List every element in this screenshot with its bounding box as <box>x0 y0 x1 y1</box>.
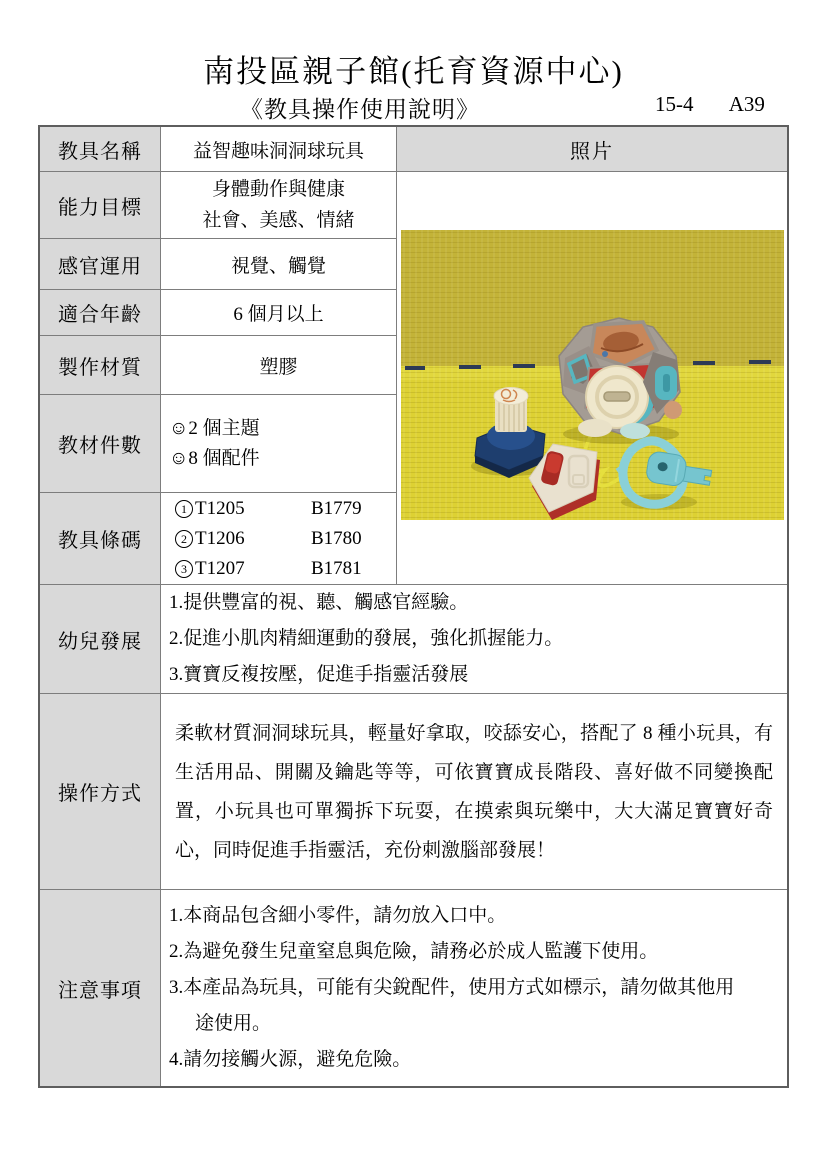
development-line-1: 1.提供豐富的視、聽、觸感官經驗。 <box>169 592 469 613</box>
development-line-2: 2.促進小肌肉精細運動的發展，強化抓握能力。 <box>169 628 564 649</box>
page-subtitle: 《教具操作使用說明》 <box>240 97 480 122</box>
barcode-b-code: B1779 <box>311 497 362 519</box>
barcode-t-code: T1207 <box>195 557 245 579</box>
toy-photo <box>401 230 784 520</box>
barcode-t-code: T1205 <box>195 497 245 519</box>
row-material-label: 製作材質 <box>40 336 161 395</box>
caution-line-1: 1.本商品包含細小零件，請勿放入口中。 <box>169 905 507 926</box>
row-age-label: 適合年齡 <box>40 290 161 336</box>
row-development-label: 幼兒發展 <box>40 585 161 694</box>
row-pieces-label: 教材件數 <box>40 395 161 493</box>
row-pieces-value <box>161 395 397 493</box>
row-barcode-value <box>161 493 397 585</box>
page-title: 南投區親子館(托育資源中心) <box>203 54 624 89</box>
caution-line-2: 2.為避免發生兒童窒息與危險，請務必於成人監護下使用。 <box>169 941 659 962</box>
row-name-value: 益智趣味洞洞球玩具 <box>161 127 397 172</box>
row-operation-value <box>161 694 787 890</box>
row-material-value: 塑膠 <box>161 336 397 395</box>
barcode-b-code: B1781 <box>311 557 362 579</box>
caution-line-3: 3.本產品為玩具，可能有尖銳配件，使用方式如標示，請勿做其他用途使用。 <box>169 977 735 1034</box>
photo-header: 照片 <box>397 127 787 172</box>
doc-code-shelf: A39 <box>728 92 765 116</box>
row-age-value: 6 個月以上 <box>161 290 397 336</box>
photo-cell <box>397 172 787 585</box>
row-sense-label: 感官運用 <box>40 239 161 290</box>
row-development-value <box>161 585 787 694</box>
doc-code <box>655 92 765 117</box>
row-sense-value: 視覺、觸覺 <box>161 239 397 290</box>
barcode-line <box>175 494 396 524</box>
row-name-label: 教具名稱 <box>40 127 161 172</box>
circled-number-icon: 1 <box>175 500 193 518</box>
row-operation-label: 操作方式 <box>40 694 161 890</box>
pieces-line-2: ☺8 個配件 <box>169 447 260 469</box>
row-caution-value <box>161 890 787 1086</box>
barcode-b-code: B1780 <box>311 527 362 549</box>
operation-text: 柔軟材質洞洞球玩具，輕量好拿取，咬舔安心，搭配了 8 種小玩具，有生活用品、開關及鑰匙等等，可依寶寶成長階段、喜好做不同變換配置，小玩具也可單獨拆下玩耍，在摸索與玩樂中，大大滿足寶寶好奇心，同時促進手指靈活，充份刺激腦部發展！ <box>175 722 773 861</box>
row-goal-label: 能力目標 <box>40 172 161 239</box>
goal-line-1: 身體動作與健康 <box>211 179 345 200</box>
goal-line-2: 社會、美感、情緒 <box>202 210 355 231</box>
spec-table <box>38 125 789 1088</box>
barcode-line <box>175 524 396 554</box>
barcode-line <box>175 554 396 584</box>
caution-line-4: 4.請勿接觸火源，避免危險。 <box>169 1049 412 1070</box>
pieces-line-1: ☺2 個主題 <box>169 417 260 439</box>
row-caution-label: 注意事項 <box>40 890 161 1086</box>
row-barcode-label: 教具條碼 <box>40 493 161 585</box>
barcode-t-code: T1206 <box>195 527 245 549</box>
circled-number-icon: 3 <box>175 560 193 578</box>
row-goal-value <box>161 172 397 239</box>
doc-code-number: 15-4 <box>655 92 694 116</box>
circled-number-icon: 2 <box>175 530 193 548</box>
development-line-3: 3.寶寶反複按壓，促進手指靈活發展 <box>169 664 469 685</box>
